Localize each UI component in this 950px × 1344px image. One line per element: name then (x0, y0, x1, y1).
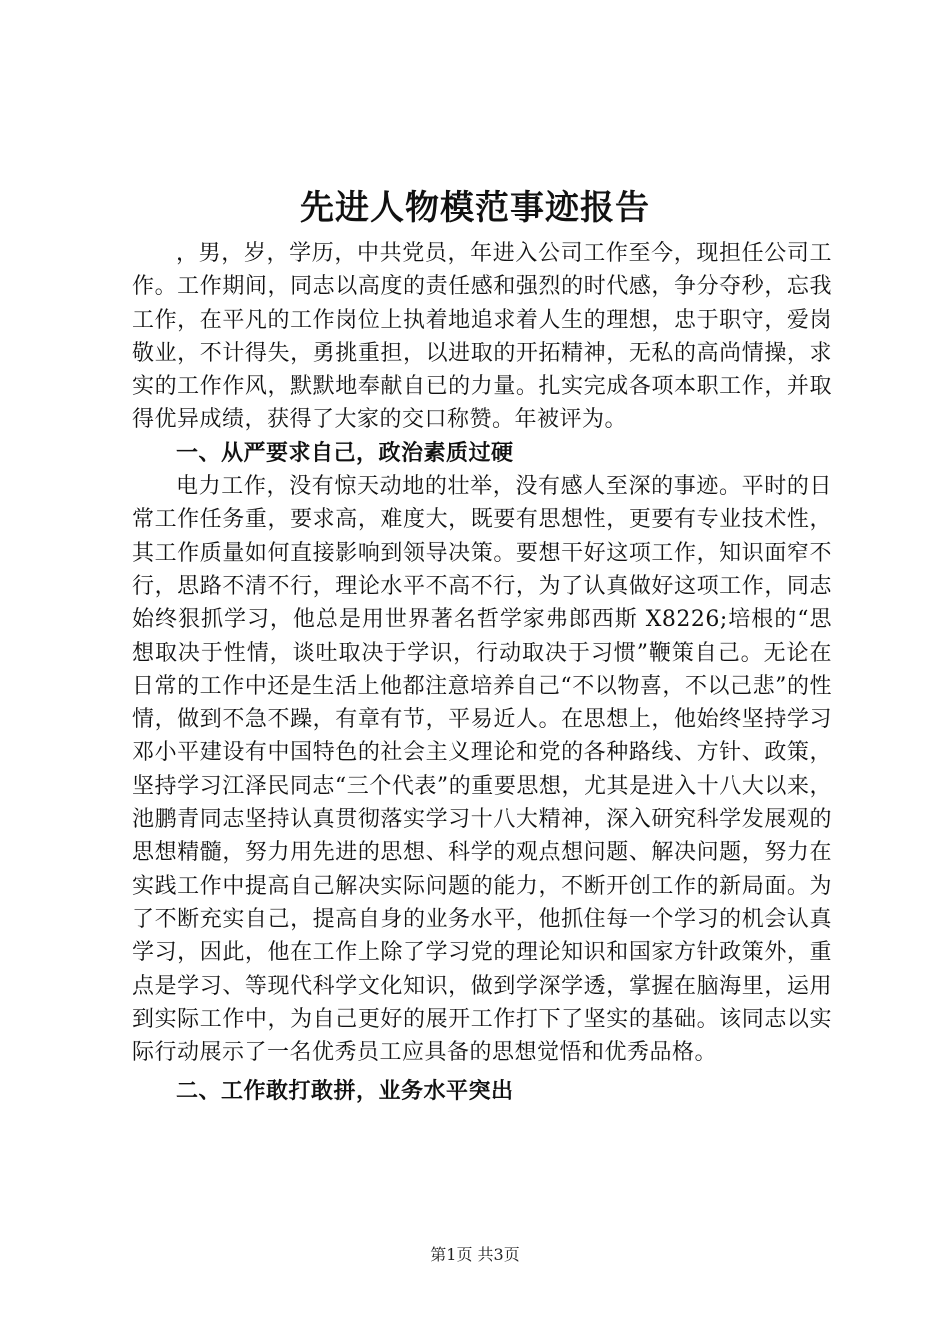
section-heading-1: 一、从严要求自己，政治素质过硬 (176, 440, 514, 466)
section-heading-2: 二、工作敢打敢拼，业务水平突出 (176, 1079, 514, 1105)
page-number-footer: 第1页 共3页 (430, 1245, 520, 1264)
section-1-paragraph: 电力工作，没有惊天动地的壮举，没有感人至深的事迹。平时的日常工作任务重，要求高，难度大，既要有思想性，更要有专业技术性，其工作质量如何直接影响到领导决策。要想干好这项工作，知识面窄不行，思路不清不行，理论水平不高不行，为了认真做好这项工作，同志始终狠抓学习，他总是用世界著名哲学家弗郎西斯 X8226;培根的“思想取决于性情，谈吐取决于学识，行动取决于习惯”鞭策自己。无论在日常的工作中还是生活上他都注意培养自己“不以物喜，不以己悲”的性情，做到不急不躁，有章有节，平易近人。在思想上，他始终坚持学习邓小平建设有中国特色的社会主义理论和党的各种路线、方针、政策，坚持学习江泽民同志“三个代表”的重要思想，尤其是进入十八大以来，池鹏青同志坚持认真贯彻落实学习十八大精神，深入研究科学发展观的思想精髓，努力用先进的思想、科学的观点想问题、解决问题，努力在实践工作中提高自己解决实际问题的能力，不断开创工作的新局面。为了不断充实自己，提高自身的业务水平，他抓住每一个学习的机会认真学习，因此，他在工作上除了学习党的理论知识和国家方针政策外，重点是学习、等现代科学文化知识，做到学深学透，掌握在脑海里，运用到实际工作中，为自己更好的展开工作打下了坚实的基础。该同志以实际行动展示了一名优秀员工应具备的思想觉悟和优秀品格。 (132, 474, 832, 1066)
document-body (132, 237, 832, 1109)
document-title: 先进人物模范事迹报告 (300, 188, 650, 228)
intro-paragraph: ，男，岁，学历，中共党员，年进入公司工作至今，现担任公司工作。工作期间，同志以高度的责任感和强烈的时代感，争分夺秒，忘我工作，在平凡的工作岗位上执着地追求着人生的理想，忠于职守，爱岗敬业，不计得失，勇挑重担，以进取的开拓精神，无私的高尚情操，求实的工作作风，默默地奉献自已的力量。扎实完成各项本职工作，并取得优异成绩，获得了大家的交口称赞。年被评为。 (132, 241, 832, 433)
